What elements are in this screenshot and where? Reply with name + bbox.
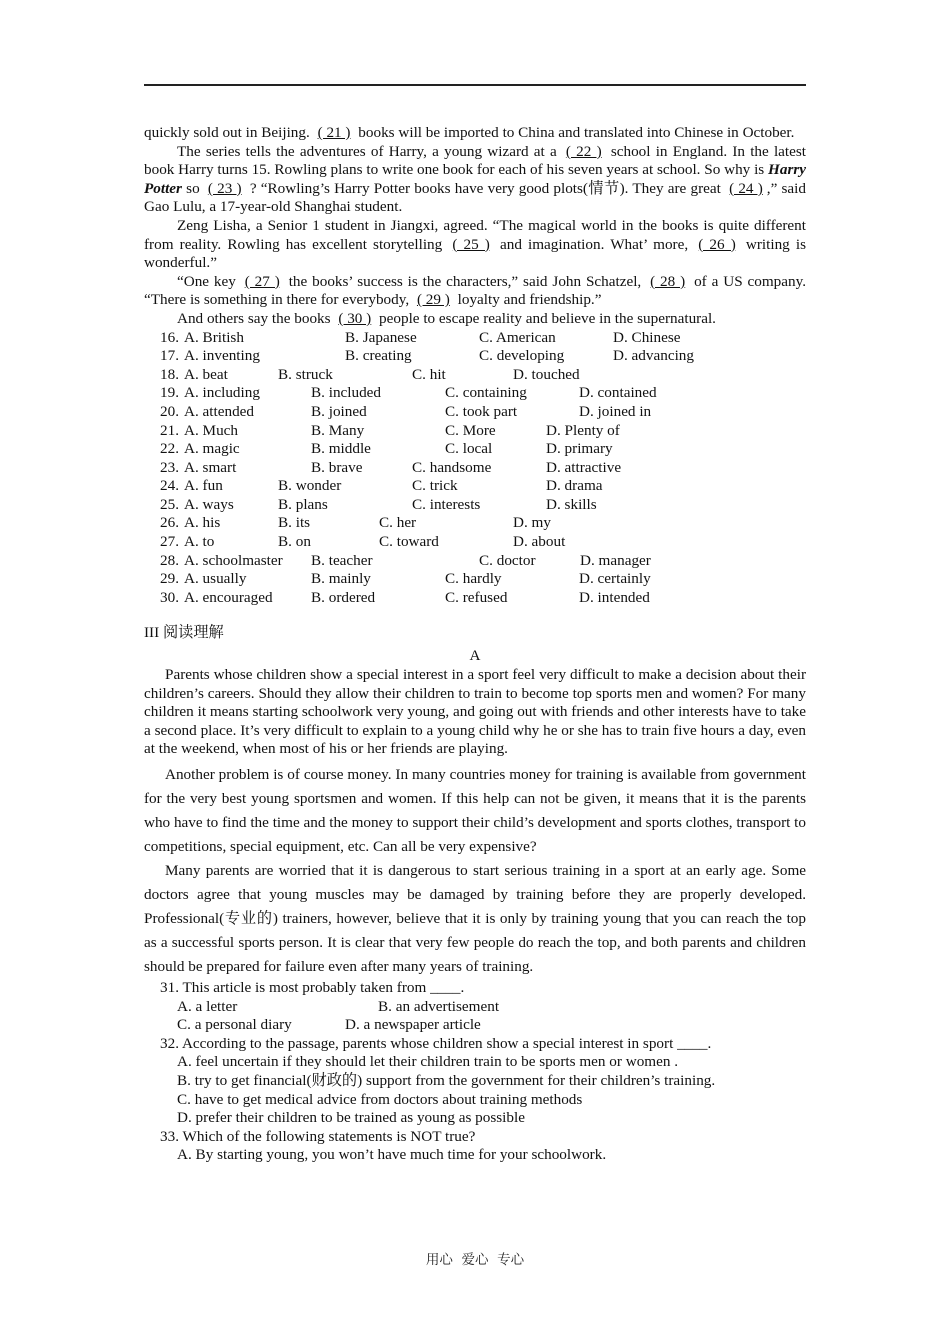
- blank-21: ( 21 ): [317, 124, 351, 141]
- option-row-22: 22. A. magic B. middle C. local D. primary: [160, 440, 613, 458]
- blank-26: ( 26 ): [698, 235, 736, 253]
- blank-22: ( 22 ): [565, 142, 602, 160]
- blank-23: ( 23 ): [207, 179, 242, 197]
- option-row-26: 26. A. his B. its C. her D. my: [160, 514, 551, 532]
- document-body: [144, 124, 806, 1165]
- question-31-options-ab: A. a letter B. an advertisement: [177, 997, 500, 1015]
- blank-28: ( 28 ): [650, 272, 686, 290]
- cloze-paragraph-1: quickly sold out in Beijing. ( 21 ) books will be imported to China and translated into Chinese in October.: [144, 124, 795, 141]
- option-row-28: 28. A. schoolmaster B. teacher C. doctor D. manager: [160, 551, 651, 569]
- passage-label: A: [469, 647, 481, 665]
- cloze-paragraph-3: Zeng Lisha, a Senior 1 student in Jiangxi, agreed. “The magical world in the books is quite different from reality. Rowling has excellent storytelling ( 25 ) and imagination. What’ more, ( 26 ) writing is wonderful.”: [144, 216, 806, 272]
- question-31-options-cd: C. a personal diary D. a newspaper article: [177, 1016, 481, 1034]
- option-row-30: 30. A. encouraged B. ordered C. refused D. intended: [160, 588, 650, 606]
- page-footer: 用心 爱心 专心: [425, 1252, 525, 1268]
- option-row-29: 29. A. usually B. mainly C. hardly D. certainly: [160, 570, 651, 588]
- option-row-21: 21. A. Much B. Many C. More D. Plenty of: [160, 421, 620, 439]
- question-32: 32. According to the passage, parents whose children show a special interest in sport ____.: [160, 1034, 712, 1052]
- question-33-option-a: A. By starting young, you won’t have much time for your schoolwork.: [177, 1146, 607, 1164]
- question-32-option-b: B. try to get financial(财政的) support from the government for their children’s training.: [177, 1071, 716, 1089]
- question-32-option-c: C. have to get medical advice from doctors about training methods: [177, 1090, 583, 1108]
- cloze-paragraph-5: And others say the books ( 30 ) people to escape reality and believe in the supernatural.: [177, 309, 716, 327]
- option-row-18: 18. A. beat B. struck C. hit D. touched: [160, 365, 580, 383]
- reading-paragraph-1: Parents whose children show a special interest in a sport feel very difficult to make a decision about their children’s careers. Should they allow their children to train to become top sports men and women? For many children it means starting schoolwork very young, and going out with friends and other interests have to take a second place. It’s very difficult to explain to a young child why he or she has to train five hours a day, even at the weekend, when most of his or her friends are playing.: [144, 666, 806, 758]
- question-32-option-a: A. feel uncertain if they should let their children train to be sports men or women .: [177, 1053, 679, 1071]
- blank-30: ( 30 ): [338, 309, 372, 327]
- option-row-27: 27. A. to B. on C. toward D. about: [160, 533, 566, 551]
- option-row-24: 24. A. fun B. wonder C. trick D. drama: [160, 477, 603, 495]
- option-row-16: 16. A. British B. Japanese C. American D. Chinese: [160, 328, 681, 346]
- option-row-19: 19. A. including B. included C. containing D. contained: [160, 384, 657, 402]
- blank-27: ( 27 ): [244, 272, 280, 290]
- header-rule: [144, 84, 806, 86]
- question-32-option-d: D. prefer their children to be trained as young as possible: [177, 1109, 525, 1127]
- blank-29: ( 29 ): [416, 291, 450, 309]
- cloze-paragraph-2: The series tells the adventures of Harry, a young wizard at a ( 22 ) school in England. In the latest book Harry turns 15. Rowling plans to write one book for each of his seven years at school. So why is Harry Potter so ( 23 ) ? “Rowling’s Harry Potter books have very good plots(情节). They are great ( 24 ) ,” said Gao Lulu, a 17-year-old Shanghai student.: [144, 142, 807, 216]
- blank-25: ( 25 ): [452, 235, 490, 253]
- option-row-17: 17. A. inventing B. creating C. developing D. advancing: [160, 347, 694, 365]
- reading-paragraph-2: Another problem is of course money. In many countries money for training is available from government for the very best young sportsmen and women. If this help can not be given, it means that it is the parents who have to find the time and the money to support their child’s development and sports clothes, transport to competitions, special equipment, etc. Can all be very expensive?: [144, 766, 806, 855]
- section-title: III 阅读理解: [144, 624, 224, 642]
- blank-24: ( 24 ): [729, 179, 763, 197]
- reading-paragraph-3: Many parents are worried that it is dangerous to start serious training in a sport at an early age. Some doctors agree that young muscles may be damaged by training before they are properly developed. Professional(专业的) trainers, however, believe that it is only by training young that you can reach the top as a successful sports person. It is clear that very few people do reach the top, and both parents and children should be prepared for failure even after many years of training.: [144, 862, 806, 975]
- cloze-paragraph-4: “One key ( 27 ) the books’ success is the characters,” said John Schatzel, ( 28 ) of a US company. “There is something in there for everybody, ( 29 ) loyalty and friendship.”: [144, 272, 806, 309]
- book-title: Harry Potter: [144, 161, 806, 197]
- question-31: 31. This article is most probably taken from ____.: [160, 979, 465, 996]
- question-33: 33. Which of the following statements is NOT true?: [160, 1127, 476, 1145]
- option-row-23: 23. A. smart B. brave C. handsome D. attractive: [160, 458, 622, 476]
- option-row-20: 20. A. attended B. joined C. took part D. joined in: [160, 402, 652, 420]
- option-row-25: 25. A. ways B. plans C. interests D. skills: [160, 495, 597, 513]
